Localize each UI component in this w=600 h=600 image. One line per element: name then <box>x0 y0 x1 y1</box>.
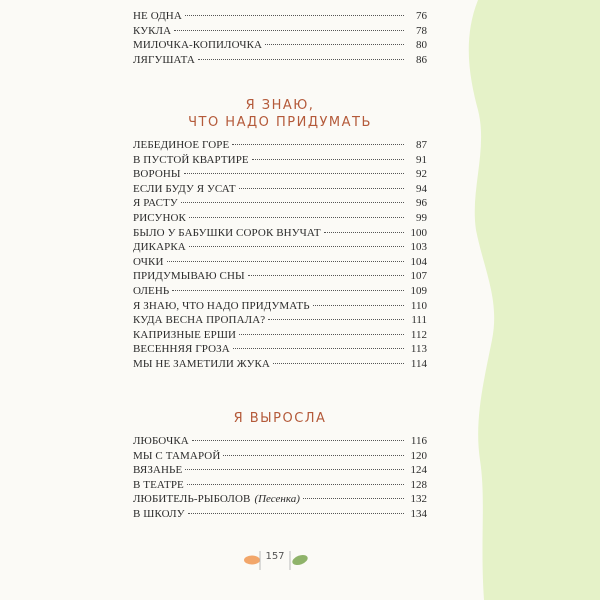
toc-entry-title: ЛЕБЕДИНОЕ ГОРЕ <box>133 139 230 151</box>
toc-leader-dots <box>192 440 404 441</box>
toc-entry <box>133 328 427 343</box>
toc-entry-title: ОЧКИ <box>133 255 164 268</box>
toc-entry-title: КУКЛА <box>133 24 172 37</box>
toc-entry-title: ВОРОНЫ <box>133 168 181 181</box>
toc-section-1 <box>133 9 427 67</box>
toc-entry-note: (Песенка) <box>254 493 300 506</box>
toc-entry-title: В ШКОЛУ <box>133 507 185 520</box>
toc-entry-page: 128 <box>410 478 427 491</box>
toc-entry-page: 116 <box>410 435 427 447</box>
toc-leader-dots <box>223 455 404 456</box>
toc-entry-page: 78 <box>416 24 427 37</box>
toc-leader-dots <box>232 144 404 145</box>
toc-entry-page: 103 <box>410 241 427 254</box>
toc-section-2 <box>133 138 427 372</box>
toc-leader-dots <box>248 275 404 276</box>
toc-section-3 <box>133 434 427 522</box>
toc-entry-title: ЕСЛИ БУДУ Я УСАТ <box>133 182 236 195</box>
toc-leader-dots <box>181 202 404 203</box>
toc-leader-dots <box>239 334 404 335</box>
toc-entry <box>133 478 427 493</box>
toc-entry-title: РИСУНОК <box>133 211 186 224</box>
toc-leader-dots <box>273 363 404 364</box>
toc-entry-page: 104 <box>410 255 427 268</box>
toc-entry-page: 94 <box>416 182 427 195</box>
toc-entry-title: ЛЮБИТЕЛЬ-РЫБОЛОВ <box>133 493 251 506</box>
section-3-heading-line: Я ВЫРОСЛА <box>233 411 327 426</box>
toc-entry-page: 91 <box>416 153 427 166</box>
toc-entry <box>133 211 427 226</box>
toc-entry-page: 114 <box>410 357 427 370</box>
toc-entry <box>133 9 427 24</box>
toc-entry <box>133 226 427 241</box>
toc-entry <box>133 342 427 357</box>
toc-entry-page: 124 <box>410 464 427 477</box>
toc-leader-dots <box>189 217 404 218</box>
toc-entry-page: 76 <box>416 10 427 22</box>
toc-entry <box>133 240 427 255</box>
toc-entry-title: Я ЗНАЮ, ЧТО НАДО ПРИДУМАТЬ <box>133 299 310 312</box>
toc-leader-dots <box>313 305 404 306</box>
toc-entry-title: В ТЕАТРЕ <box>133 478 184 491</box>
toc-entry <box>133 153 427 168</box>
toc-entry <box>133 449 427 464</box>
toc-entry <box>133 24 427 39</box>
toc-entry <box>133 182 427 197</box>
toc-entry <box>133 196 427 211</box>
toc-entry-title: НЕ ОДНА <box>133 10 182 22</box>
toc-entry-page: 111 <box>411 314 427 327</box>
toc-leader-dots <box>268 319 404 320</box>
toc-leader-dots <box>303 498 404 499</box>
toc-entry-page: 113 <box>410 343 427 356</box>
section-2-heading-line2: ЧТО НАДО ПРИДУМАТЬ <box>188 115 372 130</box>
toc-entry-title: КУДА ВЕСНА ПРОПАЛА? <box>133 314 266 327</box>
toc-leader-dots <box>324 232 404 233</box>
toc-entry-title: ДИКАРКА <box>133 241 186 254</box>
toc-entry <box>133 255 427 270</box>
toc-leader-dots <box>233 348 404 349</box>
toc-entry-page: 107 <box>410 270 427 283</box>
toc-leader-dots <box>185 15 404 16</box>
left-leaf-icon <box>244 556 260 565</box>
toc-entry-page: 99 <box>416 211 427 224</box>
toc-entry-page: 134 <box>410 507 427 520</box>
toc-entry-page: 110 <box>410 299 427 312</box>
toc-entry-title: ВЕСЕННЯЯ ГРОЗА <box>133 343 230 356</box>
toc-entry-page: 132 <box>410 493 427 506</box>
toc-entry-title: БЫЛО У БАБУШКИ СОРОК ВНУЧАТ <box>133 226 321 239</box>
toc-entry <box>133 167 427 182</box>
toc-entry <box>133 38 427 53</box>
toc-entry-page: 112 <box>410 328 427 341</box>
toc-leader-dots <box>265 44 404 45</box>
toc-entry-page: 87 <box>416 139 427 151</box>
toc-entry-page: 80 <box>416 39 427 52</box>
toc-entry-title: ЛЮБОЧКА <box>133 435 189 447</box>
toc-leader-dots <box>185 469 404 470</box>
toc-entry <box>133 463 427 478</box>
toc-entry <box>133 299 427 314</box>
toc-leader-dots <box>184 173 404 174</box>
toc-entry <box>133 269 427 284</box>
toc-leader-dots <box>252 159 404 160</box>
toc-entry <box>133 284 427 299</box>
toc-entry-title: МЫ С ТАМАРОЙ <box>133 449 221 462</box>
toc-entry-page: 96 <box>416 197 427 210</box>
toc-entry <box>133 507 427 522</box>
toc-entry-page: 100 <box>410 226 427 239</box>
toc-entry-title: В ПУСТОЙ КВАРТИРЕ <box>133 153 249 166</box>
toc-entry-title: ОЛЕНЬ <box>133 284 170 297</box>
right-leaf-icon <box>291 553 309 567</box>
toc-entry-title: ПРИДУМЫВАЮ СНЫ <box>133 270 245 283</box>
toc-entry-title: ЛЯГУШАТА <box>133 53 195 66</box>
section-2-heading <box>133 97 427 131</box>
toc-entry-title: КАПРИЗНЫЕ ЕРШИ <box>133 328 237 341</box>
toc-entry-title: МИЛОЧКА-КОПИЛОЧКА <box>133 39 263 52</box>
margin-band-shape <box>469 0 600 600</box>
toc-entry <box>133 492 427 507</box>
toc-entry-page: 86 <box>416 53 427 66</box>
toc-leader-dots <box>189 246 404 247</box>
toc-leader-dots <box>188 513 404 514</box>
toc-entry-page: 120 <box>410 449 427 462</box>
toc-leader-dots <box>187 484 404 485</box>
section-2-heading-line1: Я ЗНАЮ, <box>245 98 315 113</box>
section-3-heading <box>133 410 427 427</box>
toc-entry <box>133 313 427 328</box>
toc-leader-dots <box>198 59 404 60</box>
toc-entry-page: 109 <box>410 284 427 297</box>
toc-entry-title: МЫ НЕ ЗАМЕТИЛИ ЖУКА <box>133 357 270 370</box>
toc-entry <box>133 138 427 153</box>
toc-entry-title: ВЯЗАНЬЕ <box>133 464 183 477</box>
toc-leader-dots <box>174 30 404 31</box>
toc-leader-dots <box>167 261 405 262</box>
page-number: 157 <box>265 551 285 562</box>
toc-entry-title: Я РАСТУ <box>133 197 178 210</box>
toc-leader-dots <box>172 290 404 291</box>
toc-entry <box>133 53 427 68</box>
toc-entry <box>133 357 427 372</box>
toc-entry <box>133 434 427 449</box>
toc-entry-page: 92 <box>416 168 427 181</box>
toc-leader-dots <box>239 188 404 189</box>
